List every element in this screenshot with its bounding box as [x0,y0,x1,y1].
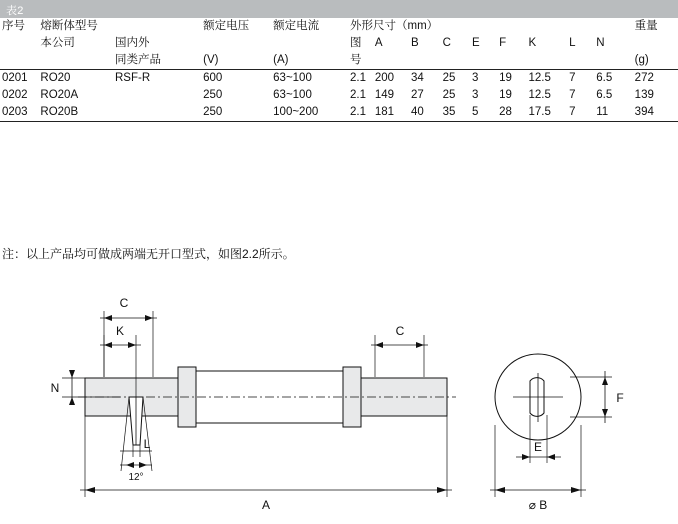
cell-e: 3 [472,72,479,84]
table-header-row-2 [0,35,678,52]
label-a: A [261,498,271,512]
header-current-unit: (A) [271,52,348,70]
cell-seq: 0201 [2,72,28,84]
cell-current: 63~100 [273,89,312,101]
cell-f: 28 [497,104,526,122]
header-seq: 序号 [2,20,25,32]
cell-l: 7 [569,72,576,84]
cell-equiv [113,104,201,122]
angle-arrow-1 [126,462,134,468]
cell-current: 100~200 [271,104,348,122]
f-arrow-1 [602,377,608,385]
header-dim-f-blank [497,52,526,70]
header-current: 额定电流 [273,20,320,32]
label-c-left: C [119,296,129,310]
header-dim-a-blank [373,52,409,70]
cell-n: 6.5 [596,72,613,84]
table-row [0,87,678,104]
header-voltage-unit: (V) [201,52,271,70]
header-dim-l: L [569,37,576,49]
cell-figure: 2.1 [349,89,366,101]
n-arrow-2 [69,397,75,405]
cell-b: 34 [411,72,424,84]
table-row [0,70,678,88]
header-dim-c-blank [441,52,470,70]
cell-a: 149 [374,89,395,101]
cell-n: 6.5 [596,89,613,101]
cell-a: 181 [373,104,409,122]
cell-weight: 139 [634,89,654,101]
cell-b: 40 [409,104,441,122]
cell-e: 3 [472,89,479,101]
cell-c: 25 [442,89,456,101]
cell-own: RO20 [40,72,71,84]
cell-seq: 0202 [2,89,28,101]
header-model: 熔断体型号 [40,20,98,32]
cell-seq: 0203 [0,104,38,122]
cell-weight: 272 [634,72,654,84]
header-equivalent-2: 同类产品 [113,52,201,70]
label-diameter-b: ⌀ B [528,498,548,512]
cell-l: 7 [569,89,576,101]
c-left-arrow-2 [145,315,153,321]
cell-voltage: 600 [203,72,223,84]
header-figure: 图 [349,37,362,49]
header-equivalent: 国内外 [114,37,150,49]
label-e: E [533,440,543,454]
cell-current: 63~100 [273,72,312,84]
drawing-svg [0,285,678,524]
b-arrow-1 [495,487,505,493]
cell-equiv [113,87,201,104]
label-c-right: C [395,324,405,338]
header-dimensions: 外形尺寸（mm） [349,20,439,32]
k-arrow-1 [104,342,112,348]
header-dim-e: E [472,37,480,49]
e-arrow-2 [547,454,555,460]
header-weight-unit: (g) [633,52,678,70]
header-seq-blank-2 [0,52,38,70]
e-arrow-1 [522,454,530,460]
c-left-arrow-1 [104,315,112,321]
cell-k: 12.5 [528,72,551,84]
cell-figure: 2.1 [348,104,373,122]
header-dim-n: N [596,37,605,49]
cell-l: 7 [567,104,594,122]
header-own-brand: 本公司 [40,37,75,49]
table-row [0,104,678,122]
header-dim-l-blank [567,52,594,70]
cell-c: 25 [442,72,456,84]
cell-n: 11 [594,104,632,122]
cell-equiv: RSF-R [114,72,151,84]
specification-table [0,18,678,122]
header-seq-blank [0,35,38,52]
header-dim-b: B [411,37,419,49]
cell-figure: 2.1 [349,72,366,84]
cell-voltage: 250 [201,104,271,122]
cell-b: 27 [411,89,424,101]
table-header-row-3 [0,52,678,70]
table-caption-label: 表2 [6,5,24,17]
k-arrow-2 [128,342,136,348]
b-arrow-2 [571,487,581,493]
f-arrow-2 [602,409,608,417]
table-header-row-1 [0,18,678,35]
cell-k: 17.5 [526,104,567,122]
header-dim-n-blank [594,52,632,70]
cell-f: 19 [499,72,512,84]
cell-own: RO20A [40,89,79,101]
specification-table-container [0,18,678,122]
cell-voltage: 250 [203,89,223,101]
header-weight: 重量 [634,20,658,32]
header-dim-a: A [374,37,383,49]
header-own-blank [38,52,113,70]
c-right-arrow-1 [375,342,383,348]
header-dim-k: K [528,37,537,49]
c-right-arrow-2 [416,342,424,348]
cell-f: 19 [499,89,512,101]
angle-arrow-2 [139,462,147,468]
header-voltage-blank [201,35,271,52]
label-f: F [616,391,624,405]
cell-c: 35 [441,104,470,122]
cell-k: 12.5 [528,89,551,101]
table-caption-bar [0,0,678,18]
label-k: K [115,324,125,338]
label-n: N [50,381,60,395]
cell-e: 5 [470,104,497,122]
header-weight-blank [633,35,678,52]
label-l: L [143,437,151,451]
cell-weight: 394 [633,104,678,122]
header-dim-c: C [442,37,451,49]
header-figure-2: 号 [348,52,373,70]
header-current-blank [271,35,348,52]
n-arrow-1 [69,370,75,378]
table-note: 注：以上产品均可做成两端无开口型式，如图2.2所示。 [2,247,295,261]
header-dim-b-blank [409,52,441,70]
a-arrow-2 [437,487,447,493]
label-angle: 12° [128,472,144,483]
cell-a: 200 [374,72,395,84]
header-dim-k-blank [526,52,567,70]
header-dim-f: F [499,37,507,49]
header-dim-e-blank [470,52,497,70]
technical-drawing [0,285,678,524]
a-arrow-1 [85,487,95,493]
header-voltage: 额定电压 [203,20,250,32]
cell-own: RO20B [38,104,113,122]
